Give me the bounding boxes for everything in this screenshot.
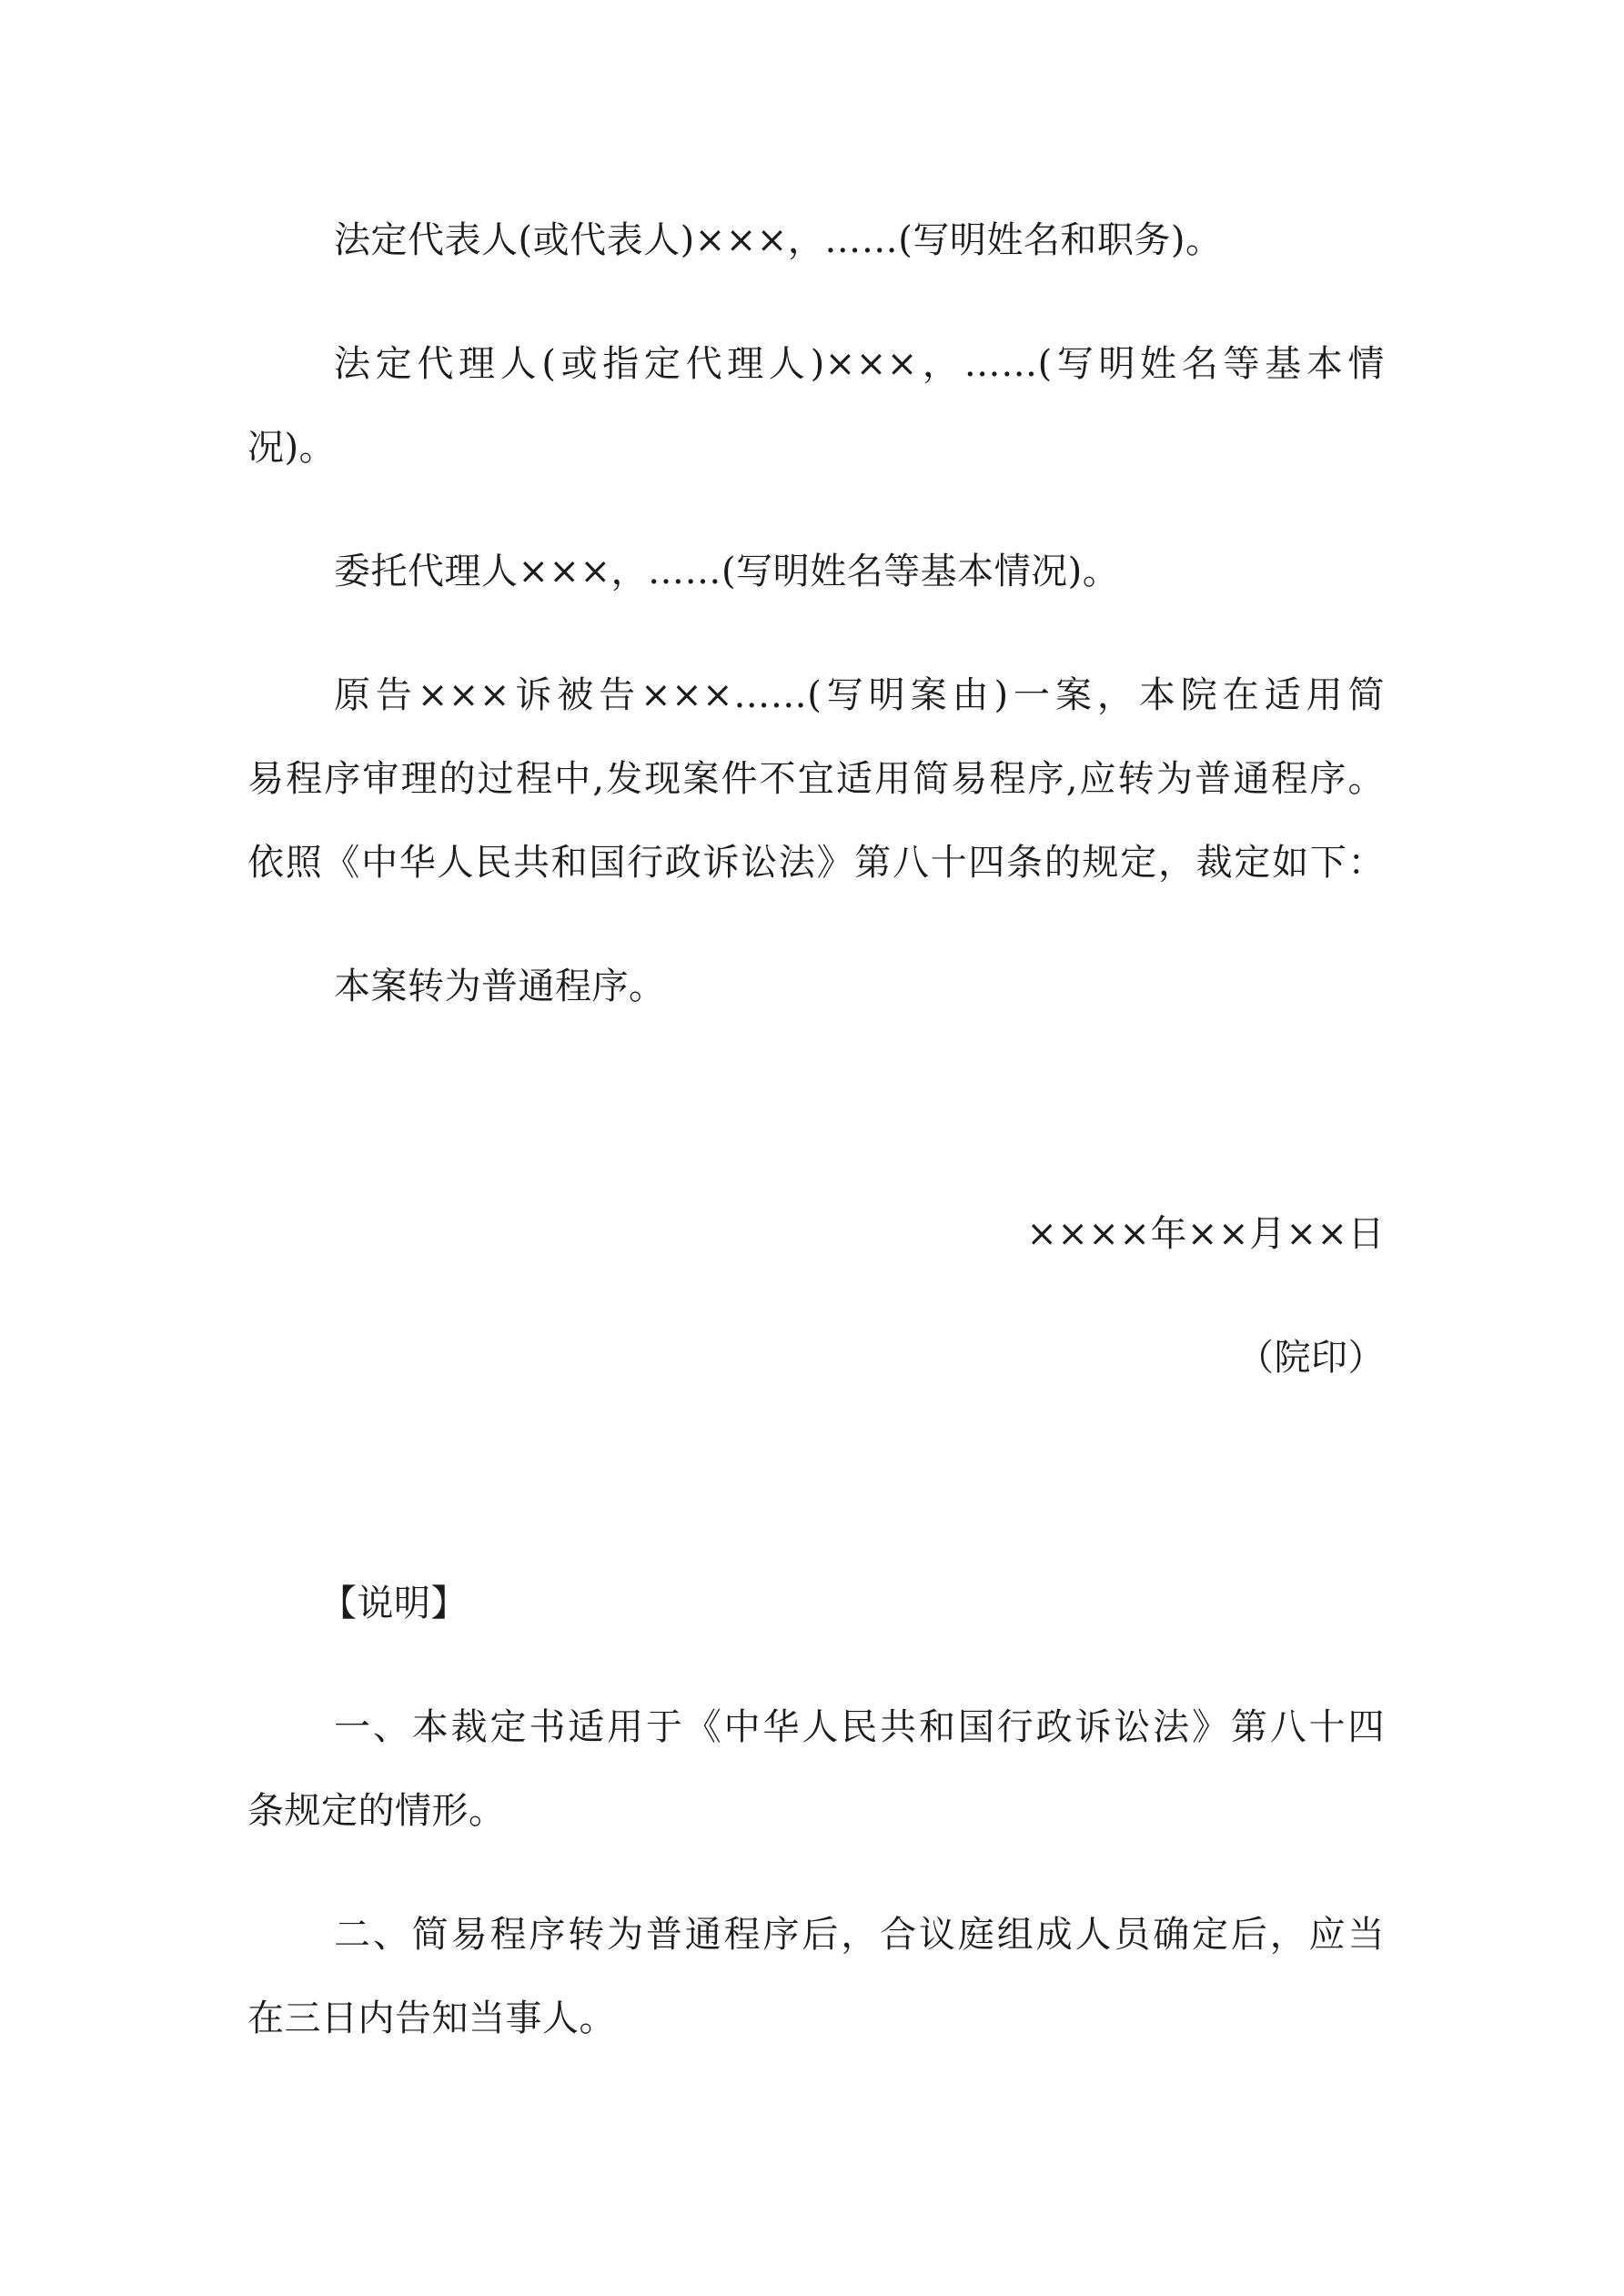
case-paragraph-line2: 易程序审理的过程中,发现案件不宜适用简易程序,应转为普通程序。	[247, 758, 1385, 800]
court-seal-text: （院印）	[1237, 1337, 1385, 1379]
representative-paragraph: 法定代表人(或代表人)×××，……(写明姓名和职务)。	[334, 219, 1223, 261]
note2-line2: 在三日内告知当事人。	[247, 1998, 616, 2039]
legal-agent-paragraph-line1: 法定代理人(或指定代理人)×××，……(写明姓名等基本情	[334, 343, 1385, 385]
case-paragraph-line3: 依照《中华人民共和国行政诉讼法》第八十四条的规定，裁定如下：	[247, 842, 1385, 884]
legal-agent-paragraph-line2: 况)。	[247, 427, 337, 469]
note1-line1: 一、本裁定书适用于《中华人民共和国行政诉讼法》第八十四	[334, 1706, 1385, 1748]
note1-line2: 条规定的情形。	[247, 1790, 506, 1832]
ruling-paragraph: 本案转为普通程序。	[334, 966, 666, 1007]
note2-line1: 二、简易程序转为普通程序后，合议庭组成人员确定后，应当	[334, 1914, 1385, 1956]
notes-title: 【说明】	[320, 1583, 468, 1624]
ruling-date: ××××年××月××日	[1026, 1213, 1385, 1255]
case-paragraph-line1: 原告×××诉被告×××……(写明案由)一案，本院在适用简	[334, 674, 1385, 716]
entrusted-agent-paragraph: 委托代理人×××，……(写明姓名等基本情况)。	[334, 551, 1120, 592]
